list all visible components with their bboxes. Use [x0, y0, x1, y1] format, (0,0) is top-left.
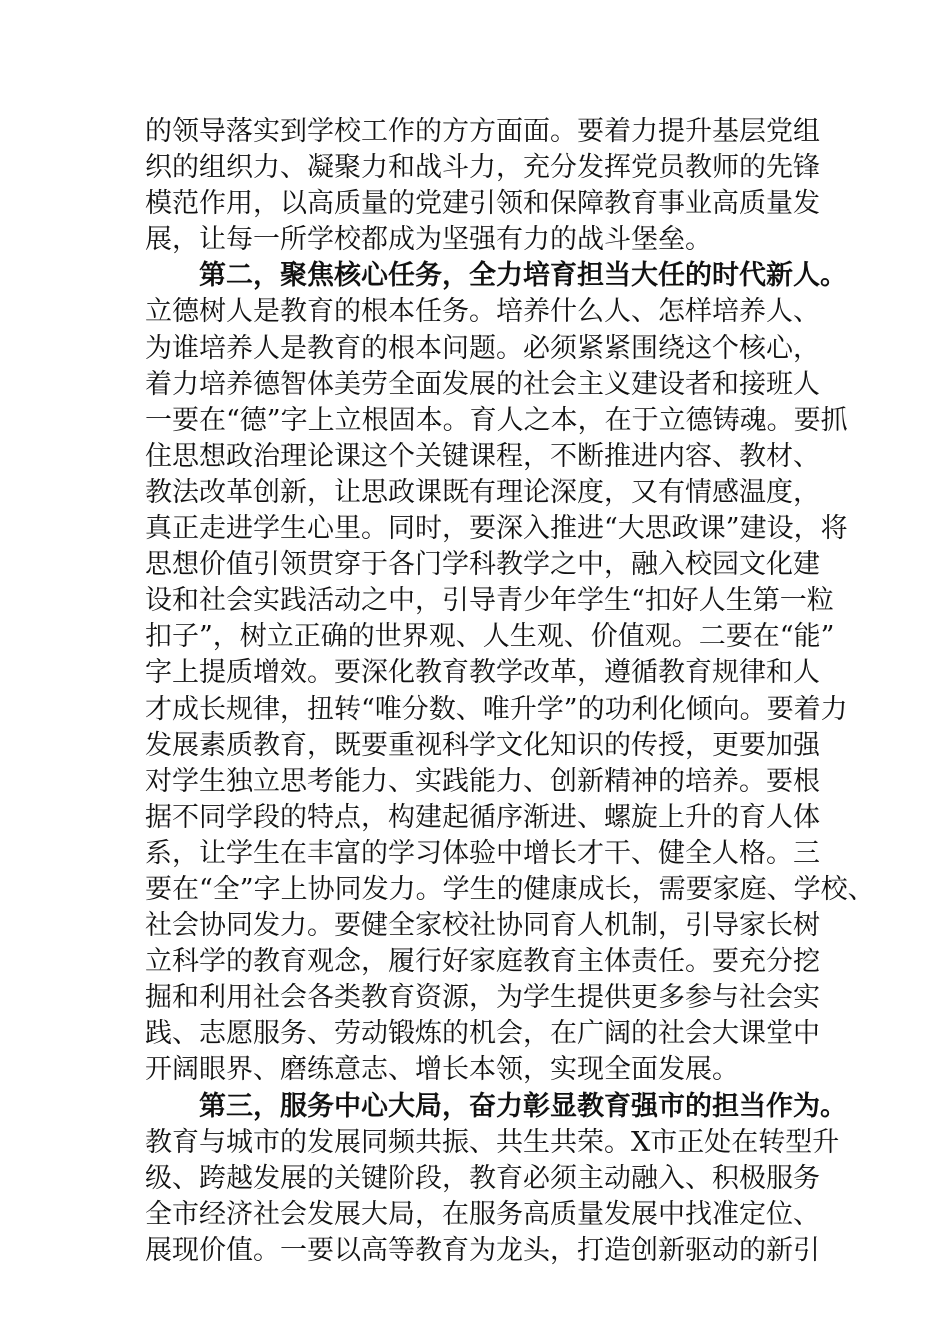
text-line: 要在“全”字上协同发力。学生的健康成长，需要家庭、学校、	[145, 873, 875, 905]
text-line: 织的组织力、凝聚力和战斗力，充分发挥党员教师的先锋	[145, 152, 820, 184]
text-line: 掘和利用社会各类教育资源，为学生提供更多参与社会实	[145, 982, 820, 1014]
text-line: 扣子”，树立正确的世界观、人生观、价值观。二要在“能”	[145, 621, 835, 653]
text-line: 系，让学生在丰富的学习体验中增长才干、健全人格。三	[145, 837, 820, 869]
section-heading-third: 第三，服务中心大局，奋力彰显教育强市的担当作为。	[199, 1090, 847, 1122]
text-line: 开阔眼界、磨练意志、增长本领，实现全面发展。	[145, 1054, 739, 1086]
text-line: 对学生独立思考能力、实践能力、创新精神的培养。要根	[145, 765, 820, 797]
text-line: 展现价值。一要以高等教育为龙头，打造创新驱动的新引	[145, 1234, 820, 1266]
text-line: 设和社会实践活动之中，引导青少年学生“扣好人生第一粒	[145, 585, 834, 617]
text-line: 据不同学段的特点，构建起循序渐进、螺旋上升的育人体	[145, 801, 820, 833]
section-heading-second: 第二，聚焦核心任务，全力培育担当大任的时代新人。	[199, 260, 847, 292]
text-line: 思想价值引领贯穿于各门学科教学之中，融入校园文化建	[145, 549, 820, 581]
document-body	[145, 114, 875, 1269]
text-line: 立德树人是教育的根本任务。培养什么人、怎样培养人、	[145, 296, 820, 328]
text-line: 着力培养德智体美劳全面发展的社会主义建设者和接班人	[145, 368, 820, 400]
text-line: 教法改革创新，让思政课既有理论深度，又有情感温度，	[145, 476, 820, 508]
text-line: 践、志愿服务、劳动锻炼的机会，在广阔的社会大课堂中	[145, 1018, 820, 1050]
text-line: 住思想政治理论课这个关键课程，不断推进内容、教材、	[145, 440, 820, 472]
text-line: 全市经济社会发展大局，在服务高质量发展中找准定位、	[145, 1198, 820, 1230]
text-line: 才成长规律，扭转“唯分数、唯升学”的功利化倾向。要着力	[145, 693, 848, 725]
text-line: 为谁培养人是教育的根本问题。必须紧紧围绕这个核心，	[145, 332, 820, 364]
text-line: 真正走进学生心里。同时，要深入推进“大思政课”建设，将	[145, 513, 848, 545]
text-line: 的领导落实到学校工作的方方面面。要着力提升基层党组	[145, 116, 820, 147]
text-line: 发展素质教育，既要重视科学文化知识的传授，更要加强	[145, 729, 820, 761]
text-line: 模范作用，以高质量的党建引领和保障教育事业高质量发	[145, 188, 820, 220]
text-line: 级、跨越发展的关键阶段，教育必须主动融入、积极服务	[145, 1162, 820, 1194]
text-line: 立科学的教育观念，履行好家庭教育主体责任。要充分挖	[145, 946, 820, 978]
text-line: 展，让每一所学校都成为坚强有力的战斗堡垒。	[145, 224, 712, 256]
text-line: 字上提质增效。要深化教育教学改革，遵循教育规律和人	[145, 657, 820, 689]
text-line: 一要在“德”字上立根固本。育人之本，在于立德铸魂。要抓	[145, 404, 848, 436]
text-line: 社会协同发力。要健全家校社协同育人机制，引导家长树	[145, 910, 820, 942]
text-line: 教育与城市的发展同频共振、共生共荣。X市正处在转型升	[145, 1126, 840, 1158]
